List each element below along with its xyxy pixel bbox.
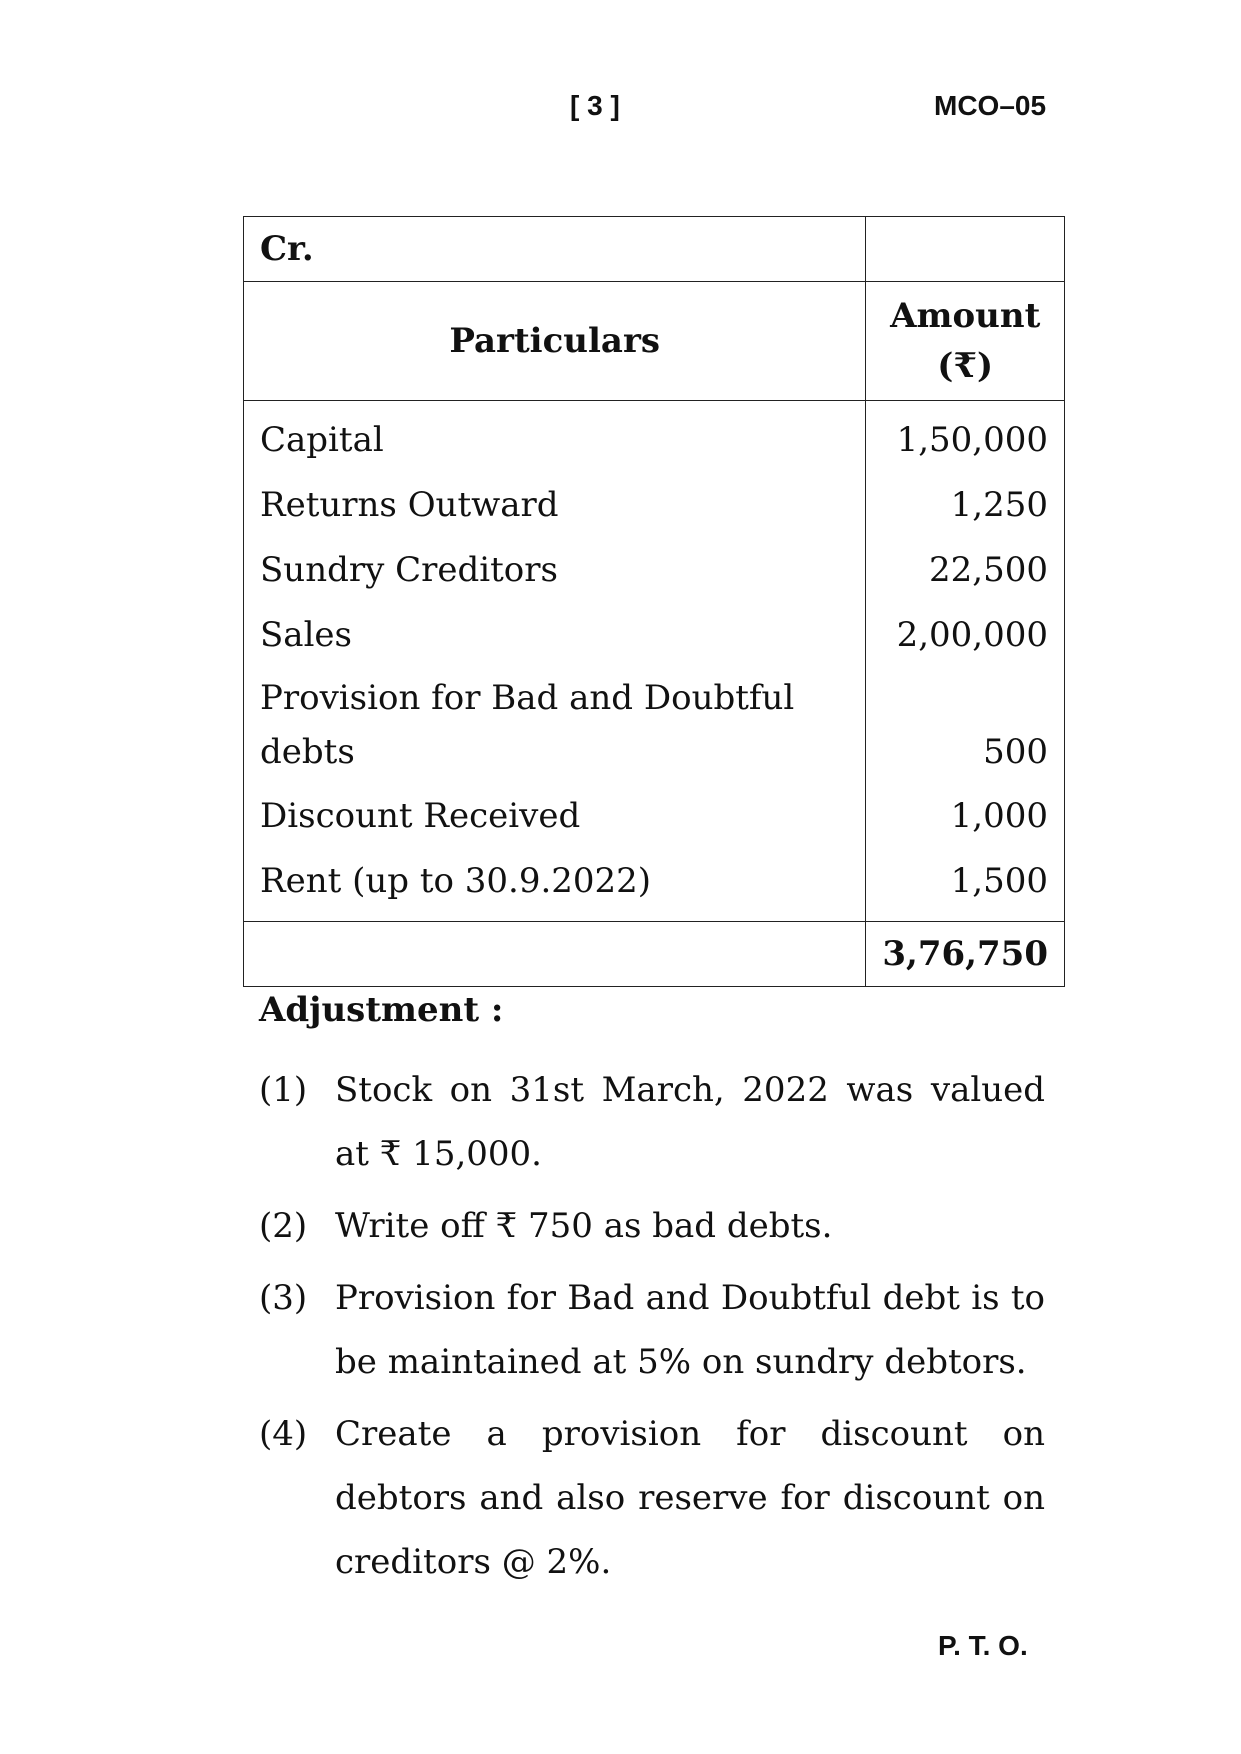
adjustment-text: Write off ₹ 750 as bad debts. [335,1206,833,1246]
adjustment-item [259,1402,1045,1594]
row-particular: Rent (up to 30.9.2022) [244,848,866,922]
adjustments-title: Adjustment : [259,990,504,1030]
table-row [244,537,1065,602]
row-amount: 1,000 [866,783,1065,848]
table-row [244,783,1065,848]
col-particulars: Particulars [244,282,866,401]
adjustments-list [259,1058,1045,1602]
credit-ledger-table [243,216,1065,987]
table-row [244,602,1065,667]
adjustment-text: Provision for Bad and Doubtful debt is to be maintained at 5% on sundry debtors. [335,1278,1045,1382]
adjustment-number: (3) [259,1278,308,1318]
table-row [244,401,1065,473]
row-particular: Sundry Creditors [244,537,866,602]
please-turn-over: P. T. O. [938,1630,1028,1661]
total-amount: 3,76,750 [866,922,1065,987]
side-label-empty-cell [866,217,1065,282]
table-row [244,667,1065,783]
total-empty-cell [244,922,866,987]
col-amount-label: Amount [890,296,1041,336]
row-amount: 2,00,000 [866,602,1065,667]
row-particular: Provision for Bad and Doubtful debts [244,667,866,783]
adjustment-number: (4) [259,1414,308,1454]
row-particular: Capital [244,401,866,473]
adjustment-item [259,1266,1045,1394]
adjustment-item [259,1194,1045,1258]
row-amount: 500 [866,667,1065,783]
row-particular: Sales [244,602,866,667]
col-amount-unit: (₹) [937,346,994,386]
adjustment-number: (2) [259,1206,308,1246]
row-amount: 1,50,000 [866,401,1065,473]
table-total-row [244,922,1065,987]
adjustment-text: Create a provision for discount on debtors and also reserve for discount on creditors @ 2%. [335,1414,1045,1582]
row-particular: Returns Outward [244,472,866,537]
row-amount: 1,250 [866,472,1065,537]
adjustment-item [259,1058,1045,1186]
row-particular: Discount Received [244,783,866,848]
table-header-row [244,282,1065,401]
col-amount [866,282,1065,401]
adjustment-text: Stock on 31st March, 2022 was valued at ₹ 15,000. [335,1070,1045,1174]
page-number: [ 3 ] [570,90,620,121]
row-amount: 1,500 [866,848,1065,922]
adjustment-number: (1) [259,1070,308,1110]
course-code: MCO–05 [934,90,1047,121]
row-amount: 22,500 [866,537,1065,602]
table-row [244,472,1065,537]
table-row [244,848,1065,922]
table-side-row [244,217,1065,282]
side-label: Cr. [244,217,866,282]
